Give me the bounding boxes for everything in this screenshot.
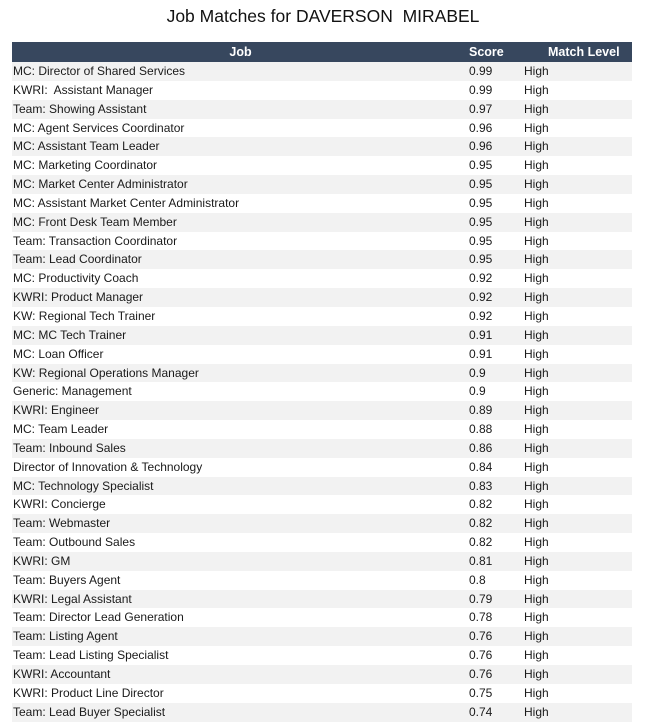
cell-job: KWRI: Product Line Director bbox=[13, 685, 164, 700]
table-row[interactable] bbox=[12, 326, 632, 345]
table-row[interactable] bbox=[12, 250, 632, 269]
cell-match-level: High bbox=[524, 478, 549, 493]
cell-score: 0.83 bbox=[469, 478, 493, 493]
cell-score: 0.76 bbox=[469, 648, 493, 663]
cell-job: Team: Outbound Sales bbox=[13, 535, 136, 550]
cell-job: MC: Marketing Coordinator bbox=[13, 158, 158, 173]
cell-match-level: High bbox=[524, 233, 549, 248]
cell-score: 0.91 bbox=[469, 346, 493, 361]
cell-job: MC: Loan Officer bbox=[13, 346, 104, 361]
table-row[interactable] bbox=[12, 533, 632, 552]
cell-score: 0.95 bbox=[469, 252, 493, 267]
cell-match-level: High bbox=[524, 195, 549, 210]
cell-score: 0.84 bbox=[469, 459, 493, 474]
table-row[interactable] bbox=[12, 439, 632, 458]
cell-job: MC: Productivity Coach bbox=[13, 271, 139, 286]
table-row[interactable] bbox=[12, 156, 632, 175]
cell-match-level: High bbox=[524, 403, 549, 418]
cell-score: 0.76 bbox=[469, 667, 493, 681]
cell-score: 0.89 bbox=[469, 403, 493, 418]
cell-score: 0.9 bbox=[469, 365, 486, 380]
table-row[interactable] bbox=[12, 288, 632, 307]
table-row[interactable] bbox=[12, 81, 632, 100]
table-row[interactable] bbox=[12, 514, 632, 533]
cell-match-level: High bbox=[524, 610, 549, 625]
cell-score: 0.86 bbox=[469, 440, 493, 455]
table-row[interactable] bbox=[12, 307, 632, 326]
cell-score: 0.95 bbox=[469, 158, 493, 173]
cell-job: MC: Team Leader bbox=[13, 422, 109, 437]
cell-score: 0.82 bbox=[469, 497, 493, 512]
table-row[interactable] bbox=[12, 458, 632, 477]
cell-score: 0.8 bbox=[469, 572, 486, 587]
cell-job: Generic: Management bbox=[13, 384, 132, 399]
cell-score: 0.82 bbox=[469, 516, 493, 531]
cell-match-level: High bbox=[524, 139, 549, 154]
cell-score: 0.99 bbox=[469, 64, 493, 78]
cell-match-level: High bbox=[524, 553, 549, 568]
cell-match-level: High bbox=[524, 667, 549, 681]
table-row[interactable] bbox=[12, 345, 632, 364]
cell-score: 0.92 bbox=[469, 290, 493, 305]
cell-job: MC: MC Tech Trainer bbox=[13, 327, 127, 342]
cell-match-level: High bbox=[524, 704, 549, 719]
page-title: Job Matches for DAVERSON MIRABEL bbox=[166, 6, 480, 26]
table-row[interactable] bbox=[12, 477, 632, 496]
cell-match-level: High bbox=[524, 629, 549, 644]
table-row[interactable] bbox=[12, 175, 632, 194]
cell-score: 0.9 bbox=[469, 384, 486, 399]
table-row[interactable] bbox=[12, 608, 632, 627]
cell-job: Team: Buyers Agent bbox=[13, 572, 121, 587]
cell-score: 0.79 bbox=[469, 591, 493, 606]
cell-job: Team: Transaction Coordinator bbox=[13, 233, 178, 248]
cell-job: Team: Showing Assistant bbox=[13, 101, 147, 116]
table-row[interactable] bbox=[12, 665, 632, 684]
table-row[interactable] bbox=[12, 62, 632, 81]
table-row[interactable] bbox=[12, 627, 632, 646]
cell-job: KWRI: GM bbox=[13, 553, 71, 568]
cell-match-level: High bbox=[524, 591, 549, 606]
cell-match-level: High bbox=[524, 422, 549, 437]
cell-match-level: High bbox=[524, 365, 549, 380]
cell-job: MC: Market Center Administrator bbox=[13, 177, 188, 192]
cell-match-level: High bbox=[524, 120, 549, 135]
cell-score: 0.99 bbox=[469, 82, 493, 97]
cell-score: 0.75 bbox=[469, 685, 493, 700]
table-row[interactable] bbox=[12, 137, 632, 156]
cell-job: Team: Lead Coordinator bbox=[13, 252, 142, 267]
cell-score: 0.88 bbox=[469, 422, 493, 437]
cell-job: MC: Assistant Market Center Administrator bbox=[13, 195, 240, 210]
cell-job: KWRI: Assistant Manager bbox=[13, 82, 154, 97]
cell-job: KW: Regional Tech Trainer bbox=[13, 308, 156, 323]
cell-match-level: High bbox=[524, 346, 549, 361]
table-row[interactable] bbox=[12, 495, 632, 514]
cell-match-level: High bbox=[524, 384, 549, 399]
cell-score: 0.92 bbox=[469, 271, 493, 286]
cell-job: MC: Front Desk Team Member bbox=[13, 214, 177, 229]
cell-match-level: High bbox=[524, 64, 549, 78]
table-row[interactable] bbox=[12, 590, 632, 609]
cell-match-level: High bbox=[524, 308, 549, 323]
column-header-score[interactable]: Score bbox=[469, 45, 504, 59]
cell-job: Team: Lead Buyer Specialist bbox=[13, 704, 166, 719]
table-row[interactable] bbox=[12, 684, 632, 703]
cell-match-level: High bbox=[524, 290, 549, 305]
cell-match-level: High bbox=[524, 459, 549, 474]
cell-score: 0.96 bbox=[469, 139, 493, 154]
cell-score: 0.95 bbox=[469, 214, 493, 229]
cell-match-level: High bbox=[524, 252, 549, 267]
job-matches-table bbox=[12, 42, 632, 722]
table-row[interactable] bbox=[12, 420, 632, 439]
cell-job: KWRI: Product Manager bbox=[13, 290, 144, 305]
table-row[interactable] bbox=[12, 552, 632, 571]
cell-score: 0.97 bbox=[469, 101, 493, 116]
cell-score: 0.74 bbox=[469, 704, 493, 719]
cell-match-level: High bbox=[524, 327, 549, 342]
cell-job: Team: Inbound Sales bbox=[13, 440, 126, 455]
cell-match-level: High bbox=[524, 440, 549, 455]
cell-job: Team: Webmaster bbox=[13, 516, 111, 531]
cell-score: 0.95 bbox=[469, 233, 493, 248]
table-row[interactable] bbox=[12, 213, 632, 232]
cell-match-level: High bbox=[524, 648, 549, 663]
cell-job: MC: Director of Shared Services bbox=[13, 64, 186, 78]
table-row[interactable] bbox=[12, 232, 632, 251]
table-row[interactable] bbox=[12, 646, 632, 665]
table-body bbox=[12, 62, 632, 722]
cell-match-level: High bbox=[524, 572, 549, 587]
cell-job: KWRI: Legal Assistant bbox=[13, 591, 132, 606]
cell-job: Director of Innovation & Technology bbox=[13, 459, 203, 474]
cell-score: 0.95 bbox=[469, 195, 493, 210]
column-header-job[interactable]: Job bbox=[229, 45, 252, 59]
cell-match-level: High bbox=[524, 685, 549, 700]
cell-match-level: High bbox=[524, 535, 549, 550]
cell-job: Team: Director Lead Generation bbox=[13, 610, 184, 625]
cell-match-level: High bbox=[524, 158, 549, 173]
table-row[interactable] bbox=[12, 401, 632, 420]
cell-match-level: High bbox=[524, 214, 549, 229]
cell-job: KWRI: Engineer bbox=[13, 403, 100, 418]
cell-job: MC: Technology Specialist bbox=[13, 478, 154, 493]
cell-job: Team: Lead Listing Specialist bbox=[13, 648, 169, 663]
cell-score: 0.78 bbox=[469, 610, 493, 625]
cell-match-level: High bbox=[524, 497, 549, 512]
cell-match-level: High bbox=[524, 271, 549, 286]
cell-score: 0.76 bbox=[469, 629, 493, 644]
cell-job: KWRI: Concierge bbox=[13, 497, 106, 512]
cell-score: 0.82 bbox=[469, 535, 493, 550]
column-header-match-level[interactable]: Match Level bbox=[548, 45, 620, 59]
table-row[interactable] bbox=[12, 382, 632, 401]
table-row[interactable] bbox=[12, 703, 632, 722]
table-row[interactable] bbox=[12, 571, 632, 590]
cell-score: 0.95 bbox=[469, 177, 493, 192]
cell-match-level: High bbox=[524, 516, 549, 531]
table-row[interactable] bbox=[12, 100, 632, 119]
table-row[interactable] bbox=[12, 119, 632, 138]
table-row[interactable] bbox=[12, 269, 632, 288]
table-row[interactable] bbox=[12, 364, 632, 383]
cell-job: MC: Agent Services Coordinator bbox=[13, 120, 185, 135]
cell-match-level: High bbox=[524, 101, 549, 116]
table-header bbox=[12, 42, 632, 62]
cell-job: KW: Regional Operations Manager bbox=[13, 365, 199, 380]
table-row[interactable] bbox=[12, 194, 632, 213]
cell-score: 0.92 bbox=[469, 308, 493, 323]
cell-score: 0.81 bbox=[469, 553, 493, 568]
cell-job: MC: Assistant Team Leader bbox=[13, 139, 160, 154]
cell-job: KWRI: Accountant bbox=[13, 667, 111, 681]
cell-match-level: High bbox=[524, 177, 549, 192]
cell-score: 0.91 bbox=[469, 327, 493, 342]
cell-score: 0.96 bbox=[469, 120, 493, 135]
cell-job: Team: Listing Agent bbox=[13, 629, 118, 644]
cell-match-level: High bbox=[524, 82, 549, 97]
